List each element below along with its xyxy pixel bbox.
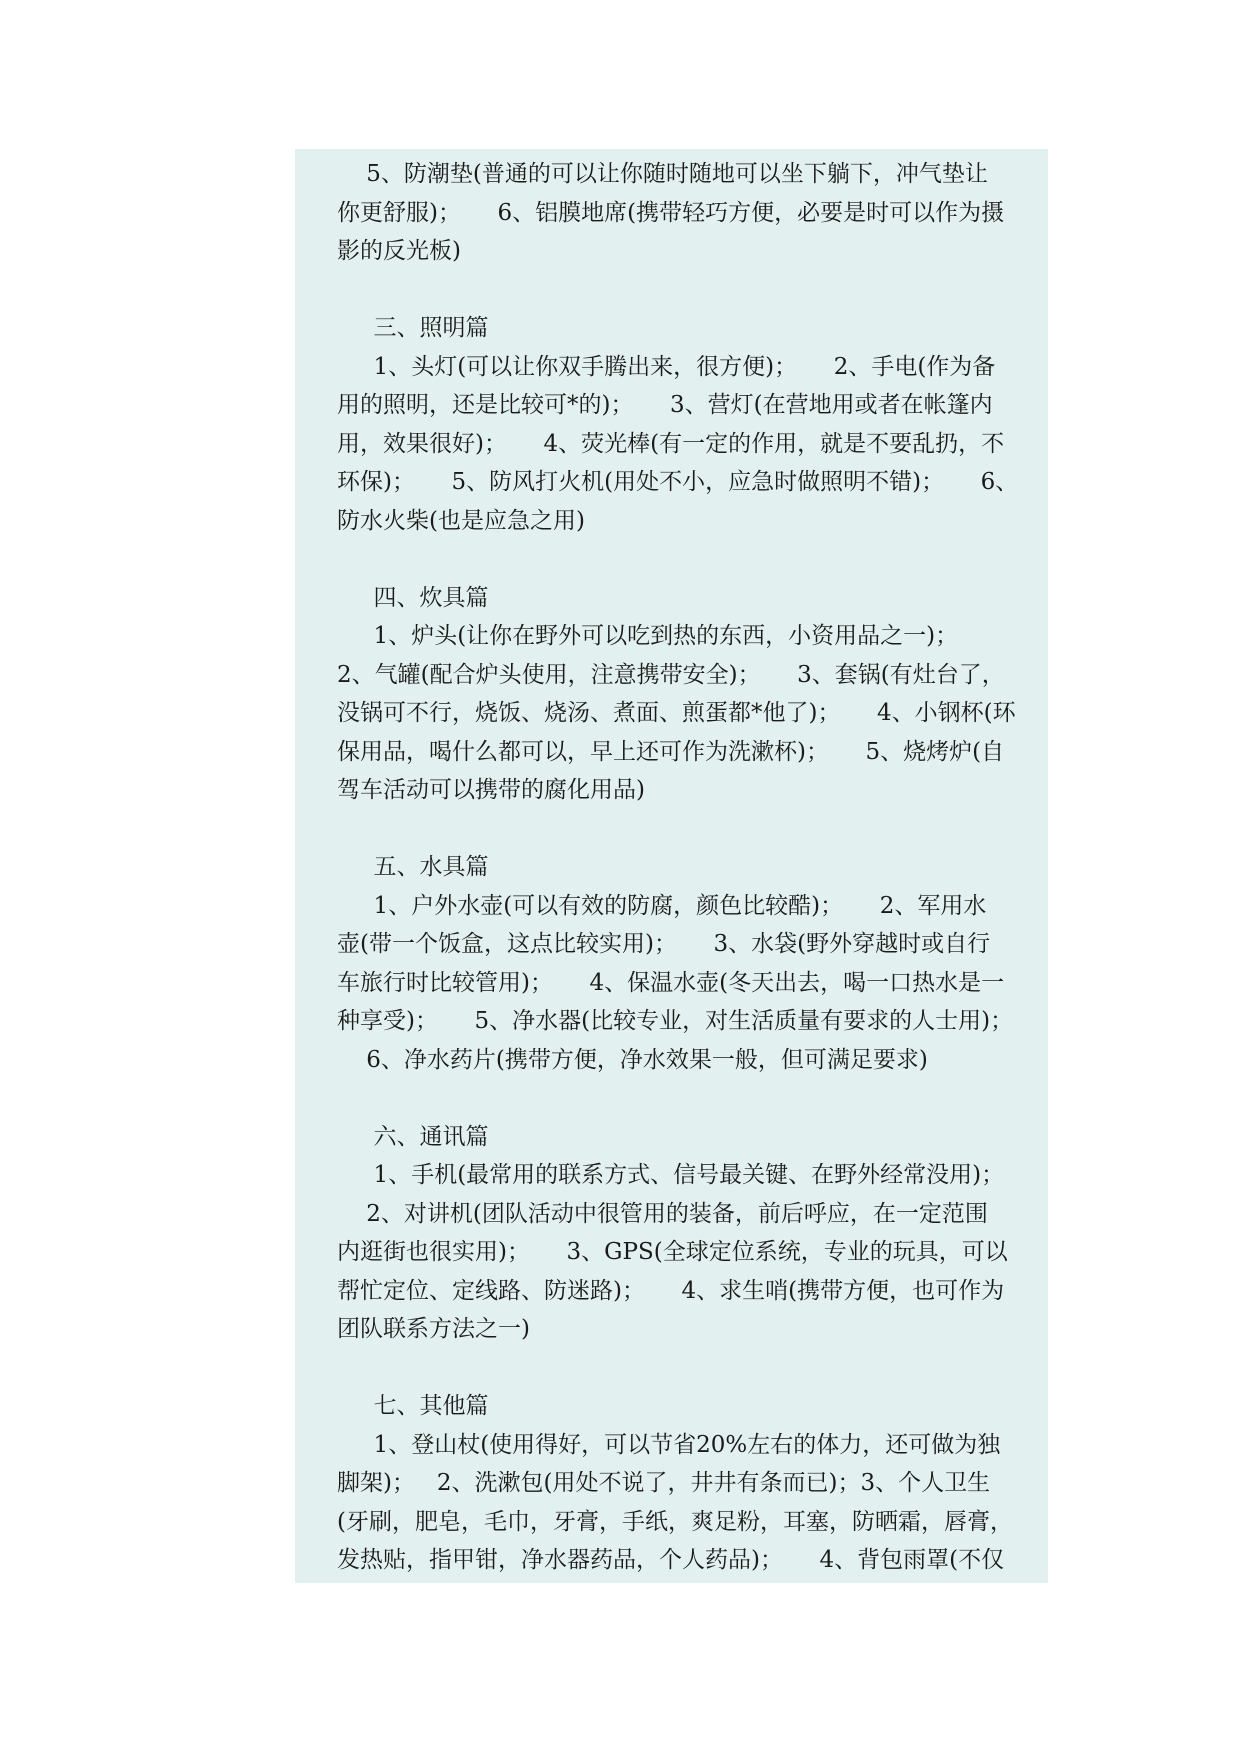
text-line: 五、水具篇 — [337, 854, 489, 880]
text-line: 脚架)； 2、洗漱包(用处不说了，井井有条而已)；3、个人卫生 — [337, 1470, 991, 1496]
text-line: 1、登山杖(使用得好，可以节省20%左右的体力，还可做为独 — [337, 1431, 1001, 1458]
text-line: 2、对讲机(团队活动中很管用的装备，前后呼应，在一定范围 — [337, 1200, 988, 1227]
text-line: 没锅可不行，烧饭、烧汤、煮面、煎蛋都*他了)； 4、小钢杯(环 — [337, 700, 1016, 726]
text-line: 2、气罐(配合炉头使用，注意携带安全)； 3、套锅(有灶台了， — [337, 661, 1005, 688]
text-line: 团队联系方法之一) — [337, 1316, 530, 1342]
text-line: 5、防潮垫(普通的可以让你随时随地可以坐下躺下，冲气垫让 — [337, 161, 988, 187]
text-line: 帮忙定位、定线路、防迷路)； 4、求生哨(携带方便，也可作为 — [337, 1277, 1005, 1304]
blank-line — [337, 540, 1048, 579]
text-line: 环保)； 5、防风打火机(用处不小，应急时做照明不错)； 6、 — [337, 469, 1019, 495]
text-line: 车旅行时比较管用)； 4、保温水壶(冬天出去，喝一口热水是一 — [337, 969, 1005, 996]
text-line: 你更舒服)； 6、铝膜地席(携带轻巧方便，必要是时可以作为摄 — [337, 199, 1005, 226]
text-line: 保用品，喝什么都可以，早上还可作为洗漱杯)； 5、烧烤炉(自 — [337, 738, 1005, 765]
text-line: 1、户外水壶(可以有效的防腐，颜色比较酷)； 2、军用水 — [337, 892, 987, 919]
text-line: 发热贴，指甲钳，净水器药品，个人药品)； 4、背包雨罩(不仅 — [337, 1547, 1005, 1573]
text-line: 防水火柴(也是应急之用) — [337, 507, 585, 534]
text-line: 用的照明，还是比较可*的)； 3、营灯(在营地用或者在帐篷内 — [337, 392, 993, 418]
text-line: 壶(带一个饭盒，这点比较实用)； 3、水袋(野外穿越时或自行 — [337, 931, 991, 957]
blank-line — [337, 1079, 1048, 1118]
text-line: (牙刷，肥皂，毛巾，牙膏，手纸，爽足粉，耳塞，防晒霜，唇膏， — [337, 1508, 1013, 1535]
text-line: 1、头灯(可以让你双手腾出来，很方便)； 2、手电(作为备 — [337, 353, 996, 380]
text-line: 种享受)； 5、净水器(比较专业，对生活质量有要求的人士用)； — [337, 1008, 1014, 1034]
document-body — [337, 155, 1048, 1580]
text-line: 影的反光板) — [337, 238, 461, 264]
document-panel — [295, 149, 1048, 1583]
text-line: 六、通讯篇 — [337, 1123, 489, 1150]
blank-line — [337, 1349, 1048, 1388]
text-line: 用，效果很好)； 4、荧光棒(有一定的作用，就是不要乱扔，不 — [337, 430, 1005, 457]
blank-line — [337, 271, 1048, 310]
text-line: 四、炊具篇 — [337, 584, 489, 611]
text-line: 6、净水药片(携带方便，净水效果一般，但可满足要求) — [337, 1046, 928, 1073]
text-line: 1、炉头(让你在野外可以吃到热的东西，小资用品之一)； — [337, 623, 959, 649]
blank-line — [337, 810, 1048, 849]
text-line: 七、其他篇 — [337, 1393, 489, 1419]
text-line: 三、照明篇 — [337, 315, 489, 341]
text-line: 内逛街也很实用)； 3、GPS(全球定位系统，专业的玩具，可以 — [337, 1239, 1008, 1265]
text-line: 1、手机(最常用的联系方式、信号最关键、在野外经常没用)； — [337, 1162, 1005, 1188]
text-line: 驾车活动可以携带的腐化用品) — [337, 777, 645, 803]
